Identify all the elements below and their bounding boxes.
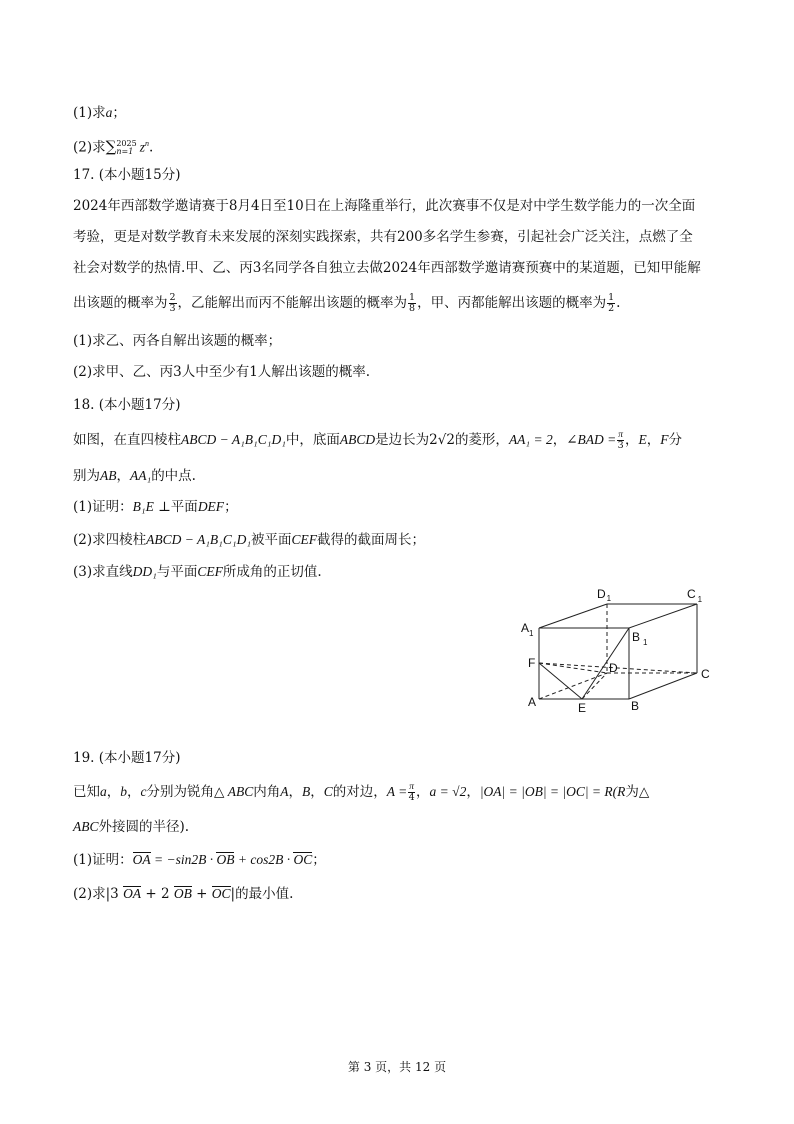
q16-part1: (1)求a； bbox=[73, 105, 126, 121]
q17-line4: 出该题的概率为 $\frac{2}{3}$ ，乙能解出而丙不能解出该题的概率为 $\frac{1}{8}$ ，甲、丙都能解出该题的概率为 $\frac{1}{2}$ . bbox=[73, 292, 621, 314]
q18-part1: (1)证明：B₁E ⊥平面DEF； bbox=[73, 499, 238, 515]
q19-header: 19. (本小题17分) bbox=[73, 750, 181, 766]
label-e: E bbox=[578, 701, 587, 715]
label-a: A bbox=[528, 695, 537, 709]
q17-part2: (2)求甲、乙、丙3人中至少有1人解出该题的概率. bbox=[73, 364, 371, 380]
q19-part2: (2)求|3 OA + 2 OB + OC|的最小值. bbox=[73, 886, 294, 902]
vector-oc: OC bbox=[293, 852, 313, 867]
label-d1: $D_1$ bbox=[597, 587, 612, 603]
q17-line3: 社会对数学的热情.甲、乙、丙3名同学各自独立去做2024年西部数学邀请赛预赛中的某道题，已知甲能解 bbox=[73, 260, 701, 276]
label-c1: C $_1$ bbox=[687, 587, 703, 604]
edge-ed-hidden bbox=[582, 673, 607, 699]
fraction-1-8: $\frac{1}{8}$ bbox=[409, 292, 416, 314]
edge-fc-hidden bbox=[539, 663, 697, 673]
q17-part1: (1)求乙、丙各自解出该题的概率； bbox=[73, 333, 282, 349]
q17-line1: 2024年西部数学邀请赛于8月4日至10日在上海隆重举行，此次赛事不仅是对中学生数学能力的一次全面 bbox=[73, 198, 696, 214]
edge-b1c1 bbox=[629, 604, 697, 628]
fraction-1-2: $\frac{1}{2}$ bbox=[608, 292, 615, 314]
edge-eb1 bbox=[582, 628, 629, 699]
q18-part3: (3)求直线DD₁与平面CEF所成角的正切值. bbox=[73, 564, 322, 580]
q17-header: 17. (本小题15分) bbox=[73, 167, 181, 183]
vector-oa: OA bbox=[132, 852, 151, 867]
q19-line1: 已知a，b，c分别为锐角△ ABC内角A，B，C的对边，A = $\frac{\pi}{4}$ ，a = √2，|OA| = |OB| = |OC| = R(R为△ bbox=[73, 782, 650, 803]
q17-line2: 考验，更是对数学教育未来发展的深刻实践探索，共有200多名学生参赛，引起社会广泛关注，点燃了全 bbox=[73, 229, 693, 245]
q19-part1: (1)证明：OA = −sin2B · OB + cos2B · OC； bbox=[73, 852, 326, 868]
q18-part2: (2)求四棱柱ABCD − A₁B₁C₁D₁被平面CEF截得的截面周长； bbox=[73, 532, 426, 548]
label-c: C bbox=[701, 667, 710, 681]
label-a1: $A_1$ bbox=[521, 621, 534, 638]
q16-part2: (2)求∑ 2025 n=1 $z^n$. bbox=[73, 137, 154, 156]
page-footer: 第 3 页，共 12 页 bbox=[347, 1060, 447, 1074]
label-b: B bbox=[631, 699, 640, 713]
q18-line1: 如图，在直四棱柱ABCD − A₁B₁C₁D₁中，底面ABCD是边长为2√2的菱形，AA₁ = 2，∠BAD = $\frac{\pi}{3}$ ，E，F分 bbox=[73, 430, 683, 451]
fraction-2-3: $\frac{2}{3}$ bbox=[169, 292, 176, 314]
label-b1: B $_1$ bbox=[632, 630, 648, 647]
prism-figure bbox=[512, 583, 722, 718]
edge-a1d1 bbox=[539, 604, 607, 628]
q18-header: 18. (本小题17分) bbox=[73, 397, 181, 413]
label-f: F bbox=[528, 656, 536, 670]
q18-line2: 别为AB，AA₁的中点. bbox=[73, 468, 196, 484]
edge-bc bbox=[629, 673, 697, 699]
vector-ob: OB bbox=[216, 852, 235, 867]
q19-line2: ABC外接圆的半径). bbox=[73, 819, 190, 835]
label-d: D bbox=[609, 661, 618, 675]
